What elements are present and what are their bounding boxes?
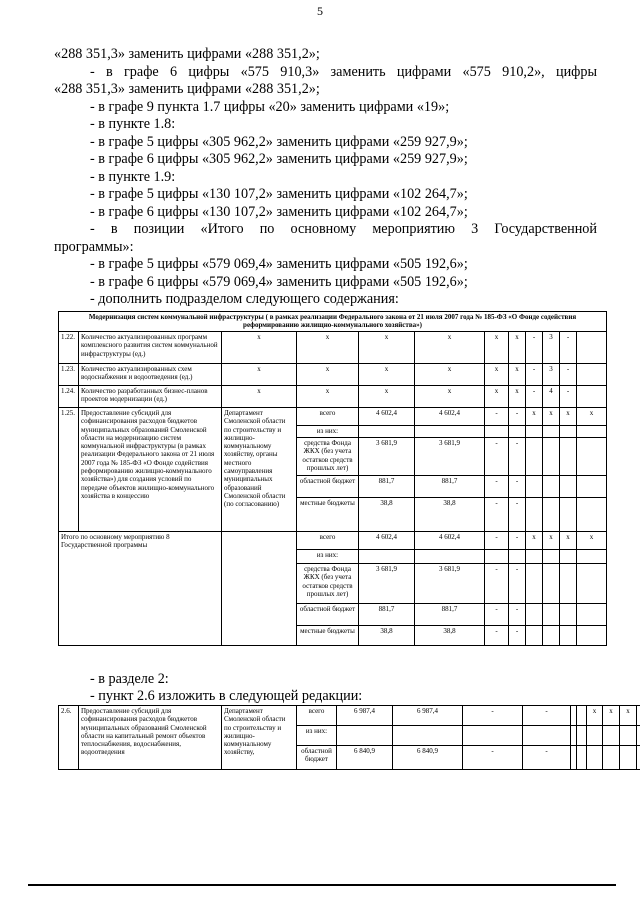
cell — [509, 426, 526, 438]
cell — [337, 726, 393, 746]
table-row — [59, 332, 607, 364]
cell — [543, 438, 560, 476]
cell: - — [526, 332, 543, 364]
cell: 881,7 — [415, 476, 485, 498]
cell: х — [577, 532, 607, 550]
cell: 4 602,4 — [359, 532, 415, 550]
cell: 3 681,9 — [359, 438, 415, 476]
cell: - — [485, 498, 509, 532]
row-number: 1.24. — [59, 386, 79, 408]
text-line: - в графе 6 цифры «575 910,3» заменить цифрами «575 910,2», цифры — [90, 63, 597, 80]
cell — [560, 426, 577, 438]
fin-source: областной бюджет — [297, 476, 359, 498]
cell — [543, 564, 560, 604]
cell: 4 602,4 — [359, 408, 415, 426]
subsection-table — [58, 311, 607, 646]
row-name: Количество разработанных бизнес-планов проектов модернизации (ед.) — [79, 386, 222, 408]
cell: 4 602,4 — [415, 532, 485, 550]
cell: 6 840,9 — [337, 746, 393, 770]
cell — [526, 498, 543, 532]
cell: - — [509, 604, 526, 626]
cell — [543, 604, 560, 626]
cell: х — [359, 332, 415, 364]
cell: - — [560, 364, 577, 386]
cell — [577, 626, 607, 646]
cell: 3 — [543, 332, 560, 364]
row-number: 1.25. — [59, 408, 79, 532]
cell: х — [603, 706, 620, 726]
text-line: - в пункте 1.9: — [90, 168, 176, 185]
row-name: Предоставление субсидий для софинансирования расходов бюджетов муниципальных образований Смоленской области на капитальный ремонт объектов теплоснабжения, водоснабжения, водоотведения — [79, 706, 222, 770]
cell: - — [509, 438, 526, 476]
cell: 6 987,4 — [337, 706, 393, 726]
total-row — [59, 532, 607, 550]
cell: х — [222, 386, 297, 408]
text-line: - в графе 5 цифры «130 107,2» заменить цифрами «102 264,7»; — [90, 186, 468, 202]
table-row — [59, 706, 640, 726]
cell — [577, 476, 607, 498]
cell: х — [526, 408, 543, 426]
cell — [526, 426, 543, 438]
text-line: - в графе 6 цифры «579 069,4» заменить цифрами «505 192,6»; — [90, 273, 468, 290]
cell — [222, 532, 297, 646]
cell: 6 987,4 — [393, 706, 463, 726]
cell — [577, 746, 587, 770]
cell — [577, 604, 607, 626]
cell — [509, 550, 526, 564]
cell — [359, 426, 415, 438]
table-row — [59, 386, 607, 408]
cell — [543, 550, 560, 564]
cell: - — [509, 532, 526, 550]
cell: х — [509, 364, 526, 386]
table-row — [59, 408, 607, 426]
text-line: программы»: — [54, 238, 134, 255]
cell — [560, 438, 577, 476]
row-name: Количество актуализированных схем водоснабжения и водоотведения (ед.) — [79, 364, 222, 386]
row-executor: Департамент Смоленской области по строительству и жилищно-коммунальному хозяйству, — [222, 706, 297, 770]
cell: - — [463, 746, 523, 770]
cell: - — [485, 438, 509, 476]
text-line: - в позиции «Итого по основному мероприятию 3 Государственной — [90, 221, 597, 237]
cell: - — [485, 564, 509, 604]
cell — [637, 726, 640, 746]
cell: - — [509, 564, 526, 604]
cell: - — [509, 626, 526, 646]
fin-source: областной бюджет — [297, 746, 337, 770]
text-line: - в графе 5 цифры «305 962,2» заменить цифрами «259 927,9»; — [90, 133, 468, 150]
cell — [577, 498, 607, 532]
cell — [577, 706, 587, 726]
cell — [485, 426, 509, 438]
cell: 4 602,4 — [415, 408, 485, 426]
cell — [577, 726, 587, 746]
cell: х — [485, 364, 509, 386]
cell: 38,8 — [415, 498, 485, 532]
page-bottom-rule — [28, 884, 616, 886]
fin-source: из них: — [297, 426, 359, 438]
cell: 6 840,9 — [393, 746, 463, 770]
cell — [526, 604, 543, 626]
cell: х — [415, 386, 485, 408]
fin-source: всего — [297, 706, 337, 726]
cell — [577, 364, 607, 386]
cell: - — [560, 332, 577, 364]
row-executor: Департамент Смоленской области по строительству и жилищно-коммунальному хозяйству, органы местного самоуправления муниципальных образований Смоленской области (по согласованию) — [222, 408, 297, 532]
cell: х — [543, 532, 560, 550]
cell: х — [620, 706, 637, 726]
row-number: 2.6. — [59, 706, 79, 770]
cell — [393, 726, 463, 746]
cell: х — [359, 364, 415, 386]
cell — [637, 706, 640, 726]
cell — [526, 626, 543, 646]
row-name: Количество актуализированных программ комплексного развития систем коммунальной инфраструктуры (ед.) — [79, 332, 222, 364]
cell: х — [509, 332, 526, 364]
cell — [560, 626, 577, 646]
table-header: Модернизация систем коммунальной инфраструктуры ( в рамках реализации Федерального закона от 21 июля 2007 года № 185-ФЗ «О Фонде содействия реформированию жилищно-коммунального хозяйства») — [59, 312, 607, 332]
cell: 3 — [543, 364, 560, 386]
fin-source: местные бюджеты — [297, 498, 359, 532]
cell — [620, 746, 637, 770]
cell: х — [359, 386, 415, 408]
cell: - — [485, 604, 509, 626]
fin-source: средства Фонда ЖКХ (без учета остатков средств прошлых лет) — [297, 564, 359, 604]
cell: х — [222, 364, 297, 386]
text-line: - в разделе 2: — [90, 671, 169, 687]
cell — [577, 438, 607, 476]
cell: - — [485, 476, 509, 498]
text-line: - в графе 6 цифры «130 107,2» заменить цифрами «102 264,7»; — [90, 203, 468, 220]
row-number: 1.22. — [59, 332, 79, 364]
cell — [577, 550, 607, 564]
cell — [587, 746, 603, 770]
fin-source: областной бюджет — [297, 604, 359, 626]
cell: х — [485, 386, 509, 408]
cell — [560, 476, 577, 498]
cell: 881,7 — [359, 604, 415, 626]
cell: х — [297, 364, 359, 386]
cell — [560, 564, 577, 604]
cell: - — [560, 386, 577, 408]
cell — [359, 550, 415, 564]
cell: х — [526, 532, 543, 550]
text-line: - в пункте 1.8: — [90, 116, 176, 132]
text-line: - в графе 6 цифры «305 962,2» заменить цифрами «259 927,9»; — [90, 151, 468, 167]
cell: - — [509, 476, 526, 498]
cell — [523, 726, 571, 746]
cell — [543, 426, 560, 438]
text-line: - в графе 5 цифры «579 069,4» заменить цифрами «505 192,6»; — [90, 256, 468, 272]
cell: х — [509, 386, 526, 408]
cell: 38,8 — [359, 498, 415, 532]
cell — [526, 564, 543, 604]
cell: х — [560, 408, 577, 426]
cell — [463, 726, 523, 746]
cell — [577, 332, 607, 364]
cell — [603, 746, 620, 770]
text-line: «288 351,3» заменить цифрами «288 351,2»; — [54, 81, 320, 97]
cell: х — [297, 386, 359, 408]
cell: х — [415, 332, 485, 364]
point-2-6-table — [58, 705, 640, 770]
cell — [577, 426, 607, 438]
cell — [543, 498, 560, 532]
cell: - — [526, 364, 543, 386]
text-line: - дополнить подразделом следующего содержания: — [90, 291, 399, 307]
cell: - — [523, 706, 571, 726]
fin-source: из них: — [297, 550, 359, 564]
cell: - — [509, 498, 526, 532]
cell — [577, 386, 607, 408]
cell: - — [526, 386, 543, 408]
cell — [577, 564, 607, 604]
cell: 3 681,9 — [415, 438, 485, 476]
cell — [526, 550, 543, 564]
cell — [543, 476, 560, 498]
cell: х — [587, 706, 603, 726]
cell — [560, 604, 577, 626]
fin-source: всего — [297, 532, 359, 550]
cell: 881,7 — [359, 476, 415, 498]
cell: х — [297, 332, 359, 364]
cell — [415, 426, 485, 438]
fin-source: всего — [297, 408, 359, 426]
cell — [560, 550, 577, 564]
cell: - — [463, 706, 523, 726]
text-line: - в графе 9 пункта 1.7 цифры «20» заменить цифрами «19»; — [90, 98, 450, 115]
cell — [526, 438, 543, 476]
cell: - — [523, 746, 571, 770]
cell: х — [222, 332, 297, 364]
cell — [603, 726, 620, 746]
cell: 3 681,9 — [359, 564, 415, 604]
cell — [485, 550, 509, 564]
cell — [560, 498, 577, 532]
row-name: Предоставление субсидий для софинансирования расходов бюджетов муниципальных образований Смоленской области на модернизацию систем коммунальной инфраструктуры (в рамках реализации Федерального закона от 21 июля 2007 года № 185-ФЗ «О Фонде содействия реформированию жилищно-коммунального хозяйства») для создания условий по передаче объектов жилищно-коммунального хозяйства в концессию — [79, 408, 222, 532]
cell: х — [485, 332, 509, 364]
cell: 4 — [543, 386, 560, 408]
cell: - — [485, 532, 509, 550]
body-text — [54, 46, 597, 309]
cell: 38,8 — [415, 626, 485, 646]
cell — [637, 746, 640, 770]
cell — [526, 476, 543, 498]
fin-source: местные бюджеты — [297, 626, 359, 646]
cell: - — [485, 408, 509, 426]
cell: - — [485, 626, 509, 646]
cell: 38,8 — [359, 626, 415, 646]
text-line: - пункт 2.6 изложить в следующей редакции: — [90, 688, 363, 704]
cell: 3 681,9 — [415, 564, 485, 604]
cell: - — [509, 408, 526, 426]
table-row — [59, 364, 607, 386]
cell — [543, 626, 560, 646]
text-line: «288 351,3» заменить цифрами «288 351,2»; — [54, 46, 320, 62]
cell: х — [543, 408, 560, 426]
total-label: Итого по основному мероприятию 8 Государственной программы — [59, 532, 222, 646]
cell: х — [415, 364, 485, 386]
cell: х — [560, 532, 577, 550]
fin-source: средства Фонда ЖКХ (без учета остатков средств прошлых лет) — [297, 438, 359, 476]
cell: х — [577, 408, 607, 426]
row-number: 1.23. — [59, 364, 79, 386]
cell — [415, 550, 485, 564]
page-number: 5 — [317, 4, 323, 18]
cell — [620, 726, 637, 746]
cell: 881,7 — [415, 604, 485, 626]
fin-source: из них: — [297, 726, 337, 746]
cell — [587, 726, 603, 746]
